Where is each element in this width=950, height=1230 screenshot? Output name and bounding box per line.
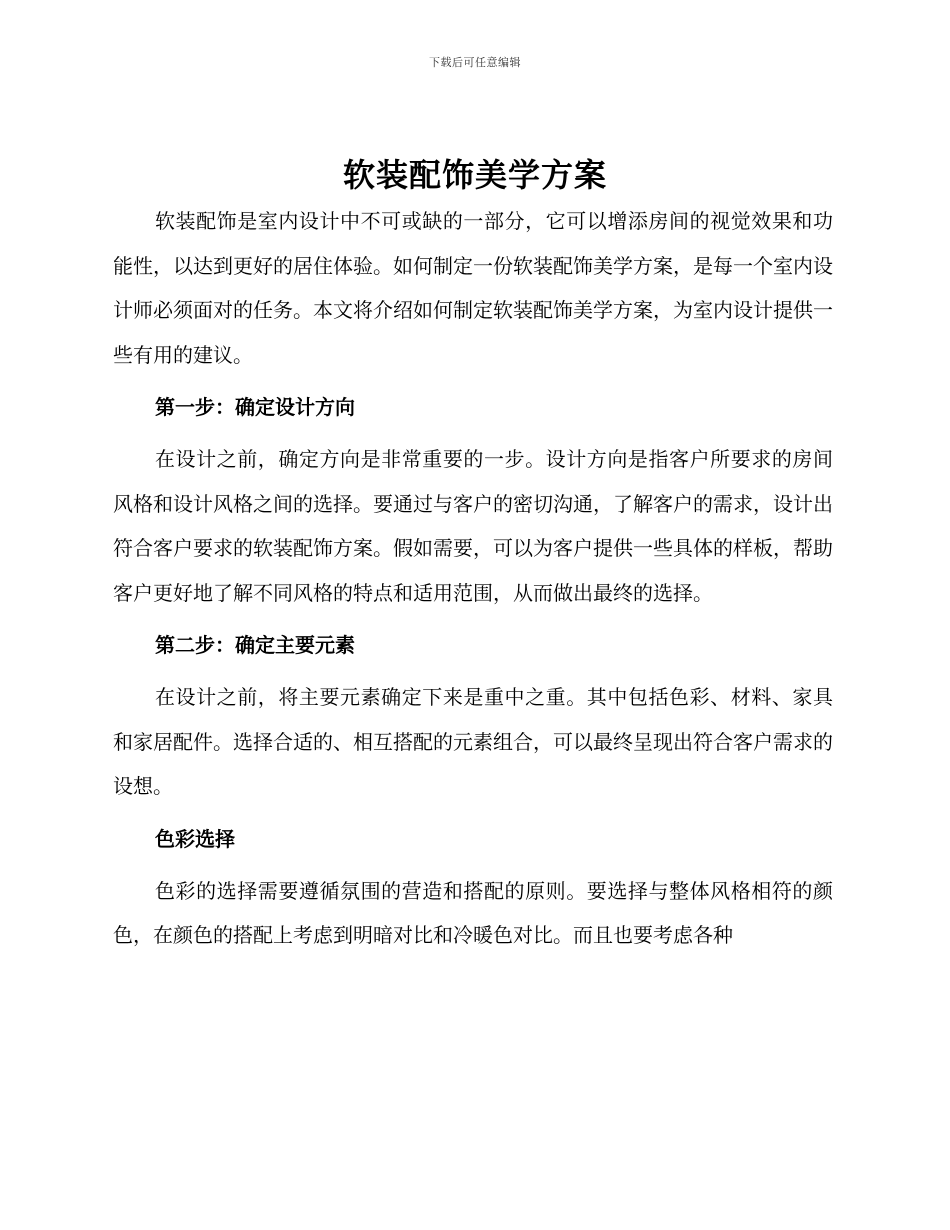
document-title: 软装配饰美学方案 xyxy=(342,156,607,194)
section-heading-step2: 第二步：确定主要元素 xyxy=(155,633,355,657)
section-heading-step1: 第一步：确定设计方向 xyxy=(155,395,355,419)
section-paragraph-color: 色彩的选择需要遵循氛围的营造和搭配的原则。要选择与整体风格相符的颜色，在颜色的搭配上考虑到明暗对比和冷暖色对比。而且也要考虑各种 xyxy=(113,878,833,947)
section-paragraph-step1: 在设计之前，确定方向是非常重要的一步。设计方向是指客户所要求的房间风格和设计风格之间的选择。要通过与客户的密切沟通，了解客户的需求，设计出符合客户要求的软装配饰方案。假如需要，可以为客户提供一些具体的样板，帮助客户更好地了解不同风格的特点和适用范围，从而做出最终的选择。 xyxy=(113,447,833,605)
header-note: 下载后可任意编辑 xyxy=(429,56,521,69)
intro-paragraph: 软装配饰是室内设计中不可或缺的一部分，它可以增添房间的视觉效果和功能性，以达到更好的居住体验。如何制定一份软装配饰美学方案，是每一个室内设计师必须面对的任务。本文将介绍如何制定软装配饰美学方案，为室内设计提供一些有用的建议。 xyxy=(113,209,833,367)
section-heading-color: 色彩选择 xyxy=(155,826,235,851)
document-body xyxy=(113,199,833,958)
section-paragraph-step2: 在设计之前，将主要元素确定下来是重中之重。其中包括色彩、材料、家具和家居配件。选择合适的、相互搭配的元素组合，可以最终呈现出符合客户需求的设想。 xyxy=(113,685,833,798)
